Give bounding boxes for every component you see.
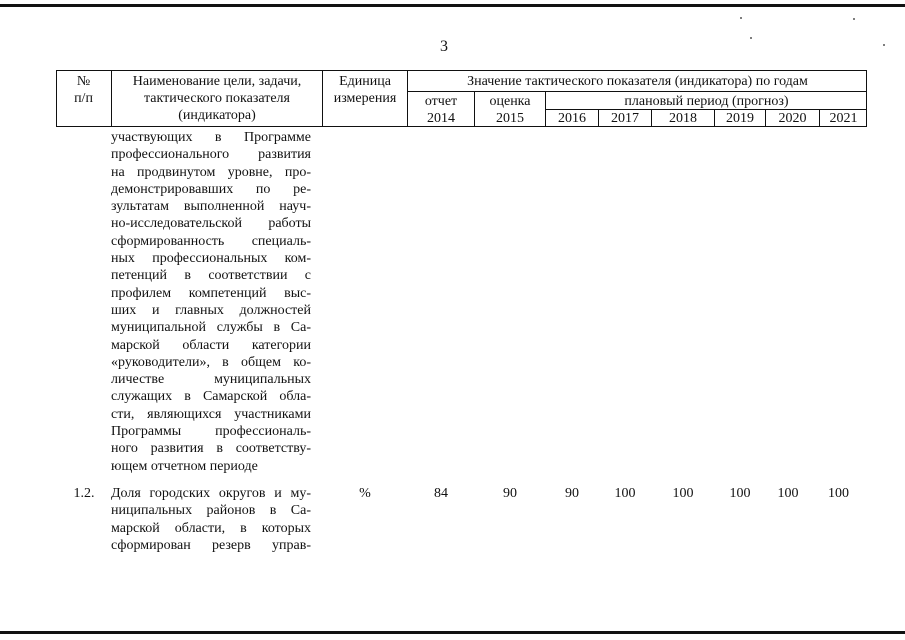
header-year: 2021: [829, 111, 858, 126]
bottom-border-rule: [0, 631, 905, 634]
value-cell: 100: [828, 486, 849, 501]
header-year: 2017: [611, 111, 639, 126]
continued-indicator-text: участвующих в Программе профессионального развития на продвинутом уровне, про- демонстрировавших по ре- зультатам выполненной науч- но-исследовательской работы сформированность специаль- ных профессиональных ком- петенций в соответствии с профилем компетенций выс- ших и главных должностей муниципальной службы в Са- марской области категории «руководители», в общем ко- личестве муниципальных служащих в Самарской обла- сти, являющихся участниками Программы профессиональ- ного развития в соответству- ющем отчетном периоде: [111, 130, 311, 474]
scan-speck: [853, 18, 855, 20]
value-cell: 90: [565, 486, 579, 501]
header-year: 2016: [558, 111, 586, 126]
value-cell: 100: [777, 486, 799, 501]
header-values-title: Значение тактического показателя (индикатора) по годам: [467, 74, 808, 89]
header-year: 2019: [726, 111, 754, 126]
value-cell: 84: [434, 486, 448, 501]
indicator-text: Доля городских округов и му- ниципальных районов в Са- марской области, в которых сформирован резерв управ-: [111, 486, 311, 553]
unit-cell: %: [359, 486, 371, 501]
top-border-rule: [0, 4, 905, 7]
header-year: 2020: [778, 111, 807, 126]
row-number: 1.2.: [73, 486, 95, 501]
scan-speck: [750, 37, 752, 39]
value-cell: 90: [503, 486, 517, 501]
header-report: отчет 2014: [424, 94, 458, 126]
page-number: 3: [440, 38, 448, 55]
scan-speck: [883, 44, 885, 46]
header-num: № п/п: [74, 74, 93, 106]
value-cell: 100: [614, 486, 636, 501]
header-plan-title: плановый период (прогноз): [624, 94, 789, 109]
header-estimate: оценка 2015: [489, 94, 531, 126]
header-name: Наименование цели, задачи, тактического показателя (индикатора): [132, 74, 302, 123]
header-unit: Единица измерения: [333, 74, 397, 106]
scan-speck: [740, 17, 742, 19]
value-cell: 100: [672, 486, 694, 501]
header-year: 2018: [669, 111, 697, 126]
value-cell: 100: [729, 486, 751, 501]
